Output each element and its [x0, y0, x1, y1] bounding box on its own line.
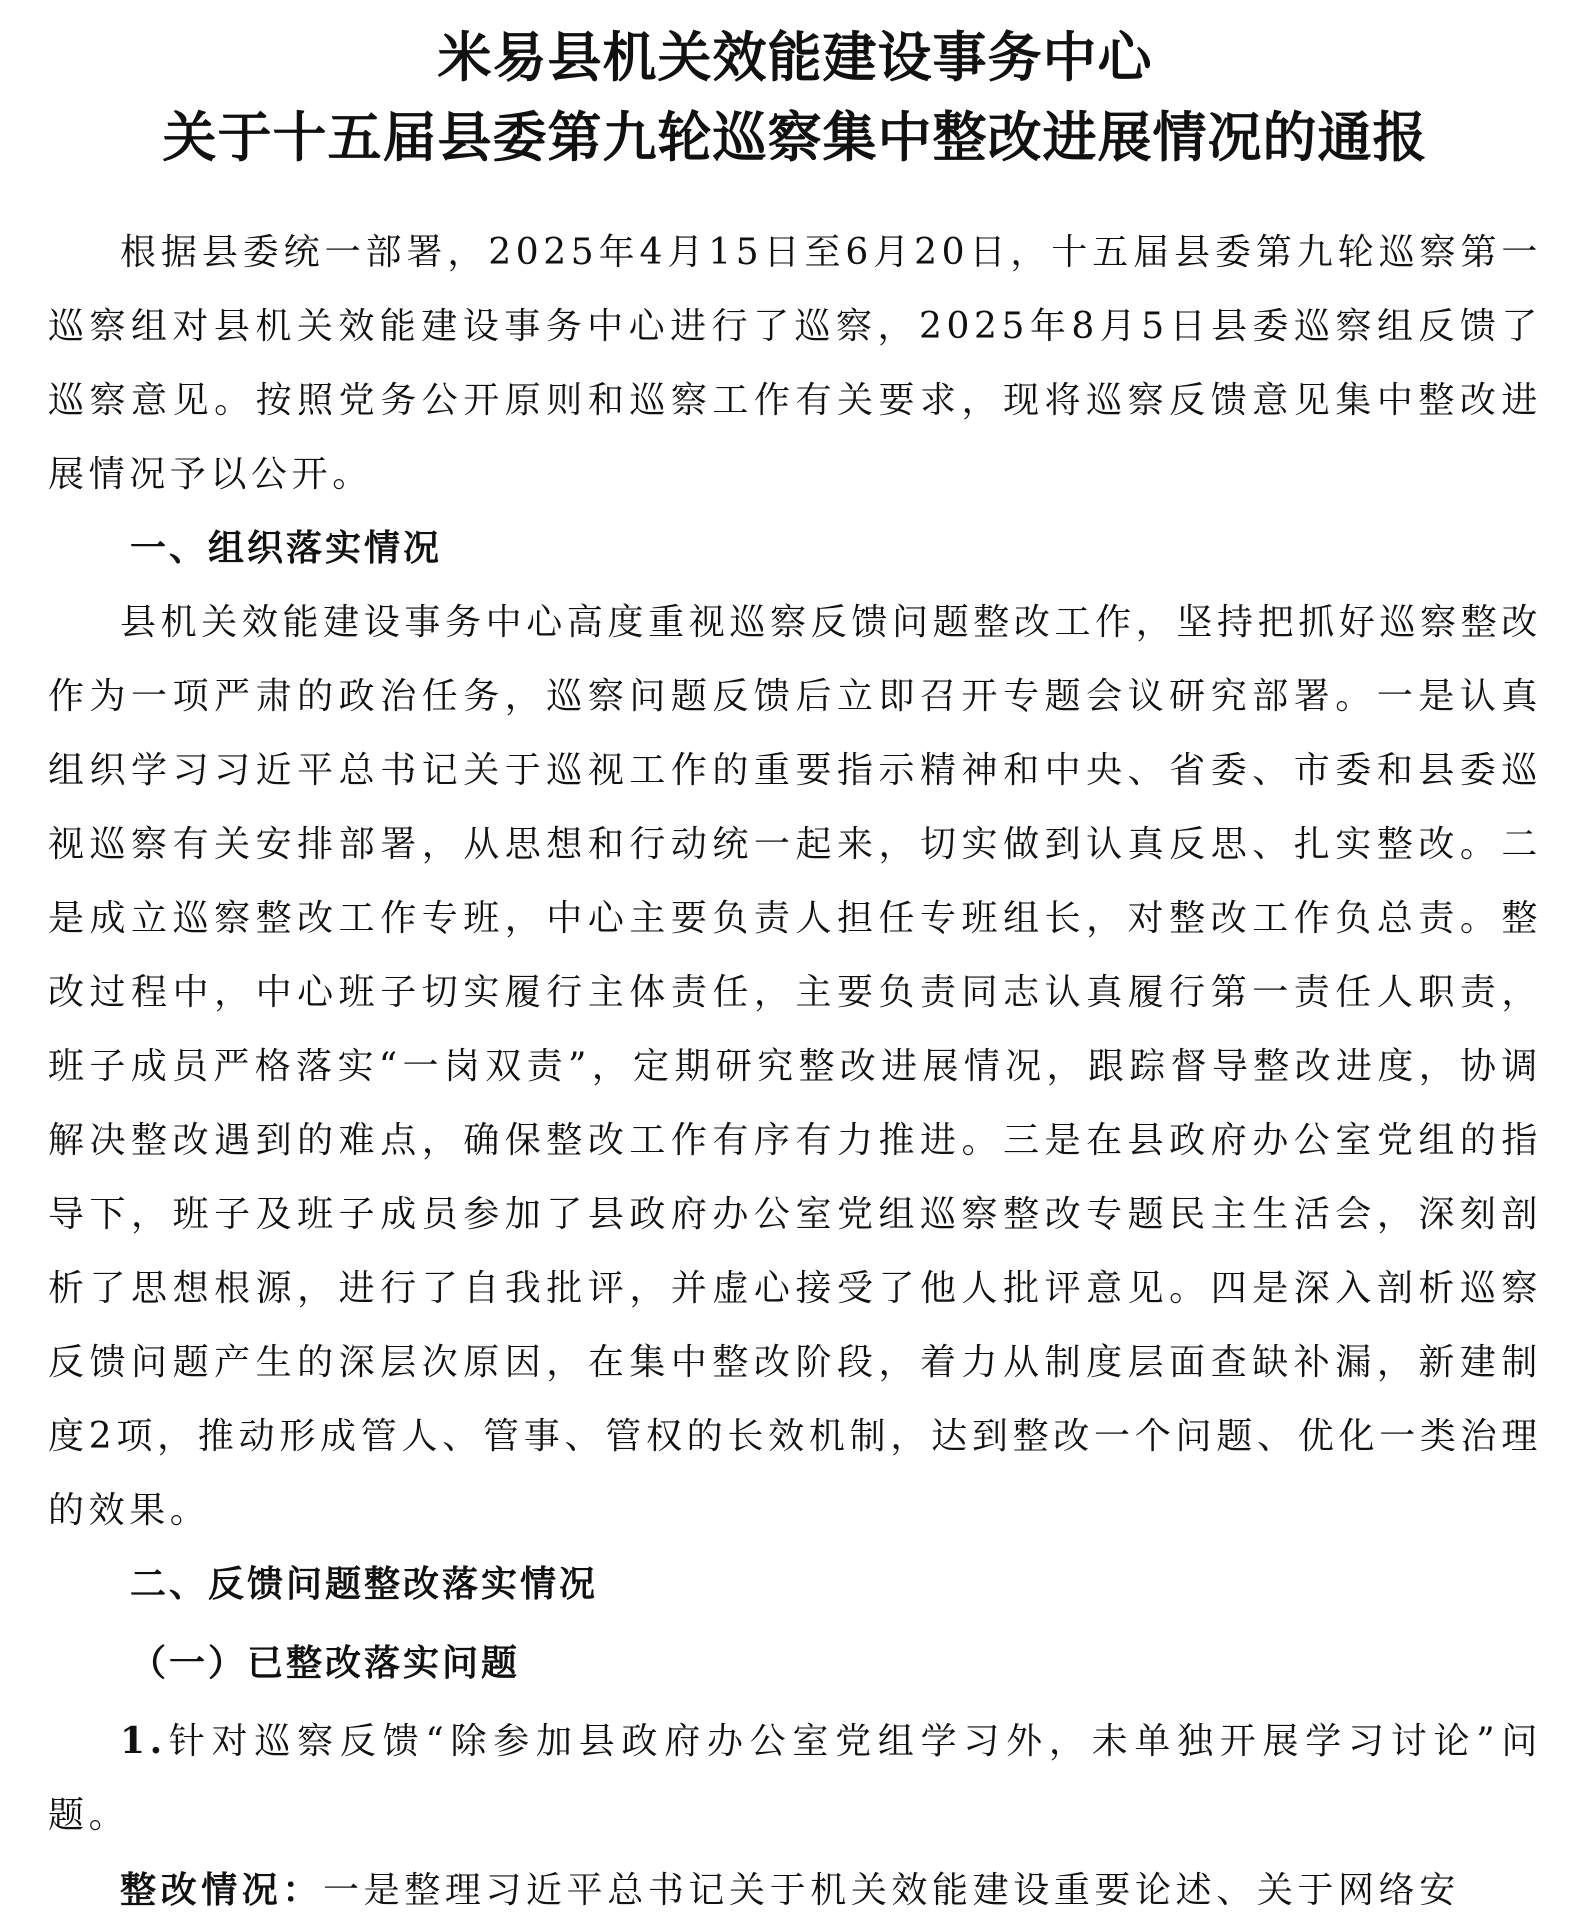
item-1-status-text: 一是整理习近平总书记关于机关效能建设重要论述、关于网络安 — [323, 1870, 1460, 1911]
title-line-2: 关于十五届县委第九轮巡察集中整改进展情况的通报 — [162, 106, 1428, 169]
item-1-paragraph — [48, 1704, 1542, 1853]
item-1-status-paragraph — [48, 1853, 1542, 1928]
section-1-body: 县机关效能建设事务中心高度重视巡察反馈问题整改工作，坚持把抓好巡察整改作为一项严肃的政治任务，巡察问题反馈后立即召开专题会议研究部署。一是认真组织学习习近平总书记关于巡视工作的重要指示精神和中央、省委、市委和县委巡视巡察有关安排部署，从思想和行动统一起来，切实做到认真反思、扎实整改。二是成立巡察整改工作专班，中心主要负责人担任专班组长，对整改工作负总责。整改过程中，中心班子切实履行主体责任，主要负责同志认真履行第一责任人职责，班子成员严格落实“一岗双责”，定期研究整改进展情况，跟踪督导整改进度，协调解决整改遇到的难点，确保整改工作有序有力推进。三是在县政府办公室党组的指导下，班子及班子成员参加了县政府办公室党组巡察整改专题民主生活会，深刻剖析了思想根源，进行了自我批评，并虚心接受了他人批评意见。四是深入剖析巡察反馈问题产生的深层次原因，在集中整改阶段，着力从制度层面查缺补漏，新建制度2项，推动形成管人、管事、管权的长效机制，达到整改一个问题、优化一类治理的效果。 — [48, 602, 1542, 1531]
title-line-1: 米易县机关效能建设事务中心 — [437, 26, 1153, 89]
item-1-text: 针对巡察反馈“除参加县政府办公室党组学习外，未单独开展学习讨论”问题。 — [48, 1721, 1542, 1836]
section-1-heading: 一、组织落实情况 — [130, 528, 443, 569]
item-1-number: 1. — [120, 1720, 167, 1762]
item-1-status-label: 整改情况： — [120, 1869, 324, 1911]
subsection-1-heading: （一）已整改落实问题 — [130, 1642, 521, 1684]
section-2-heading: 二、反馈问题整改落实情况 — [130, 1564, 599, 1605]
intro-paragraph: 根据县委统一部署，2025年4月15日至6月20日，十五届县委第九轮巡察第一巡察组对县机关效能建设事务中心进行了巡察，2025年8月5日县委巡察组反馈了巡察意见。按照党务公开原则和巡察工作有关要求，现将巡察反馈意见集中整改进展情况予以公开。 — [48, 232, 1542, 495]
